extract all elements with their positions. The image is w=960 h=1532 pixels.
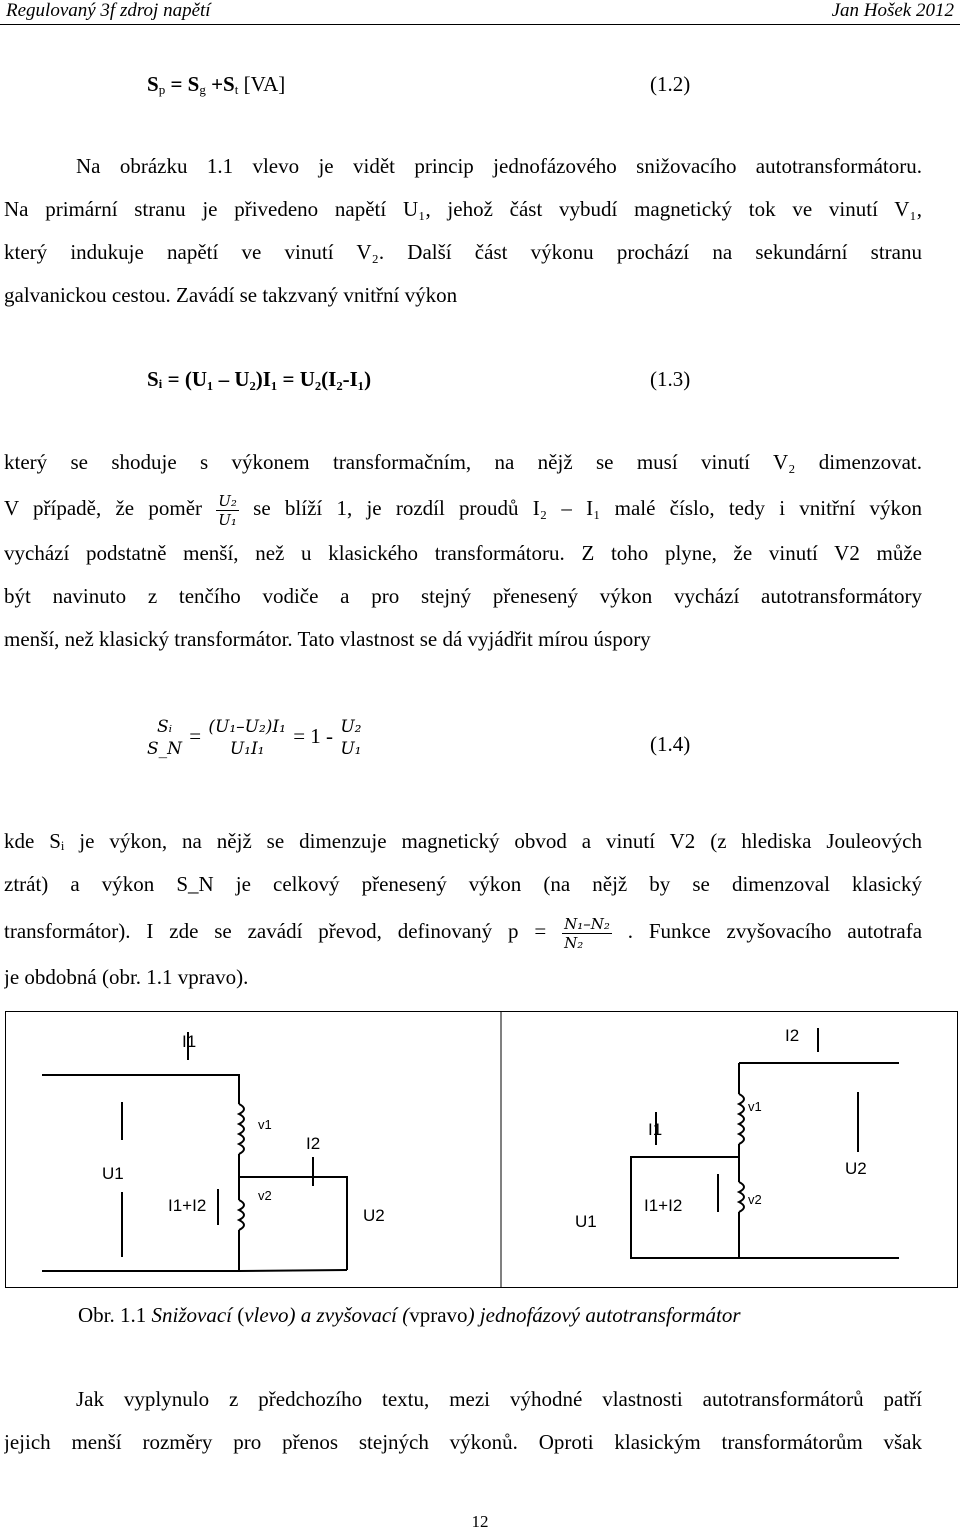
label-I1: I1: [182, 1032, 197, 1051]
caption-text: ) jednofázový autotransformátor: [467, 1303, 741, 1327]
coil-v1: [739, 1094, 744, 1144]
fraction-denominator: S_N: [147, 739, 183, 759]
coil-v2: [739, 1182, 744, 1212]
fraction-power-ratio: [206, 716, 288, 760]
paragraph-line: Jak vyplynulo z předchozího textu, mezi výhodné vlastnosti autotransformátorů patří: [76, 1387, 922, 1411]
header-author: Jan Hošek 2012: [831, 0, 954, 21]
header-rule: [0, 24, 960, 25]
fraction-numerator: U₂: [340, 717, 362, 737]
paragraph-line: galvanickou cestou. Zavádí se takzvaný vnitřní výkon: [4, 283, 458, 307]
wire: [739, 1212, 899, 1258]
paragraph-line: Na primární stranu je přivedeno napětí U₁, jehož část vybudí magnetický tok ve vinutí V₁,: [4, 197, 922, 221]
fraction-denominator: U₁: [218, 510, 237, 529]
paragraph-line: jejich menší rozměry pro přenos stejných výkonů. Oproti klasickým transformátorům však: [4, 1430, 922, 1454]
label-v1: v1: [748, 1099, 762, 1114]
equals-sign: =: [189, 723, 202, 748]
fraction-numerator: U₂: [218, 491, 237, 510]
autotransformer-schematics: [6, 1012, 957, 1287]
step-down-schematic: [42, 1032, 347, 1271]
paragraph-1: [4, 145, 922, 317]
caption-text: (: [231, 1303, 245, 1327]
text-fragment: V případě, že poměr: [4, 496, 203, 520]
equation-1-2: $S_p = S_g +S_t$ [VA]: [147, 72, 286, 97]
label-I2: I2: [306, 1134, 321, 1153]
fraction-u2-u1: [216, 492, 239, 529]
label-U2: U2: [845, 1159, 867, 1178]
fraction-turns-ratio: [562, 915, 612, 952]
paragraph-line: který se shoduje s výkonem transformačním, na nějž se musí vinutí V₂ dimenzovat.: [4, 450, 922, 474]
paragraph-line: menší, než klasický transformátor. Tato vlastnost se dá vyjádřit mírou úspory: [4, 627, 651, 651]
fraction-u2-u1: [338, 716, 363, 760]
fraction-si-sn: [145, 716, 184, 760]
wire: [239, 1270, 347, 1271]
fraction-numerator: Sᵢ: [156, 717, 173, 737]
equation-number-1-4: (1.4): [650, 732, 691, 756]
caption-text: vlevo) a zvyšovací (: [244, 1303, 410, 1327]
caption-prefix: Obr. 1.1: [78, 1303, 152, 1327]
paragraph-line-with-fraction: [4, 906, 922, 956]
label-I2: I2: [785, 1026, 800, 1045]
caption-text: Snižovací: [151, 1303, 232, 1327]
paragraph-line: být navinuto z tenčího vodiče a pro stejný přenesený výkon vychází autotransformátory: [4, 584, 922, 608]
paragraph-line: Na obrázku 1.1 vlevo je vidět princip jednofázového snižovacího autotransformátoru.: [76, 154, 922, 178]
text-fragment: . Funkce zvyšovacího autotrafa: [627, 919, 922, 943]
text-fragment: transformátor). I zde se zavádí převod, definovaný p =: [4, 919, 547, 943]
fraction-denominator: U₁: [340, 739, 362, 759]
step-up-labels: [575, 1026, 867, 1231]
fraction-numerator: (U₁–U₂)I₁: [208, 717, 286, 737]
label-I1: I1: [648, 1120, 663, 1139]
label-I1-plus-I2: I1+I2: [644, 1196, 683, 1215]
paragraph-line: kde Sᵢ je výkon, na nějž se dimenzuje magnetický obvod a vinutí V2 (z hlediska Jouleových: [4, 829, 922, 853]
label-v2: v2: [748, 1192, 762, 1207]
label-U1: U1: [102, 1164, 124, 1183]
paragraph-line: který indukuje napětí ve vinutí V₂. Další část výkonu prochází na sekundární stranu: [4, 240, 922, 264]
equation-1-4: [145, 716, 363, 760]
fraction-numerator: N₁–N₂: [564, 914, 610, 933]
label-U1: U1: [575, 1212, 597, 1231]
equation-number-1-2: (1.2): [650, 72, 691, 96]
text-fragment: se blíží 1, je rozdíl proudů I₂ – I₁ malé číslo, tedy i vnitřní výkon: [253, 496, 922, 520]
equation-1-3: Sᵢ = (U₁ – U₂)I₁ = U₂(I₂-I₁): [147, 367, 372, 391]
paragraph-line: vychází podstatně menší, než u klasického transformátoru. Z toho plyne, že vinutí V2 může: [4, 541, 922, 565]
label-U2: U2: [363, 1206, 385, 1225]
coil-v2: [239, 1200, 244, 1230]
figure-caption: [78, 1303, 741, 1328]
wire: [42, 1230, 239, 1271]
wire: [239, 1177, 347, 1270]
label-v1: v1: [258, 1117, 272, 1132]
page-number: 12: [471, 1512, 489, 1531]
caption-text: vpravo: [409, 1303, 468, 1327]
fraction-denominator: N₂: [564, 933, 584, 952]
coil-v1: [239, 1104, 244, 1154]
paragraph-3: [4, 820, 922, 999]
step-up-schematic: [631, 1028, 899, 1258]
equals-one-minus: = 1 -: [293, 723, 334, 748]
equation-number-1-3: (1.3): [650, 367, 691, 391]
wire: [42, 1075, 239, 1104]
paragraph-line: ztrát) a výkon S_N je celkový přenesený výkon (na nějž by se dimenzoval klasický: [4, 872, 922, 896]
label-v2: v2: [258, 1188, 272, 1203]
header-title: Regulovaný 3f zdroj napětí: [6, 0, 211, 21]
figure-autotransformer: [5, 1011, 958, 1288]
paragraph-line: je obdobná (obr. 1.1 vpravo).: [4, 965, 249, 989]
paragraph-line-with-fraction: [4, 484, 922, 532]
paragraph-4: [4, 1378, 922, 1464]
fraction-denominator: U₁I₁: [229, 739, 265, 759]
paragraph-2: [4, 441, 922, 661]
label-I1-plus-I2: I1+I2: [168, 1196, 207, 1215]
